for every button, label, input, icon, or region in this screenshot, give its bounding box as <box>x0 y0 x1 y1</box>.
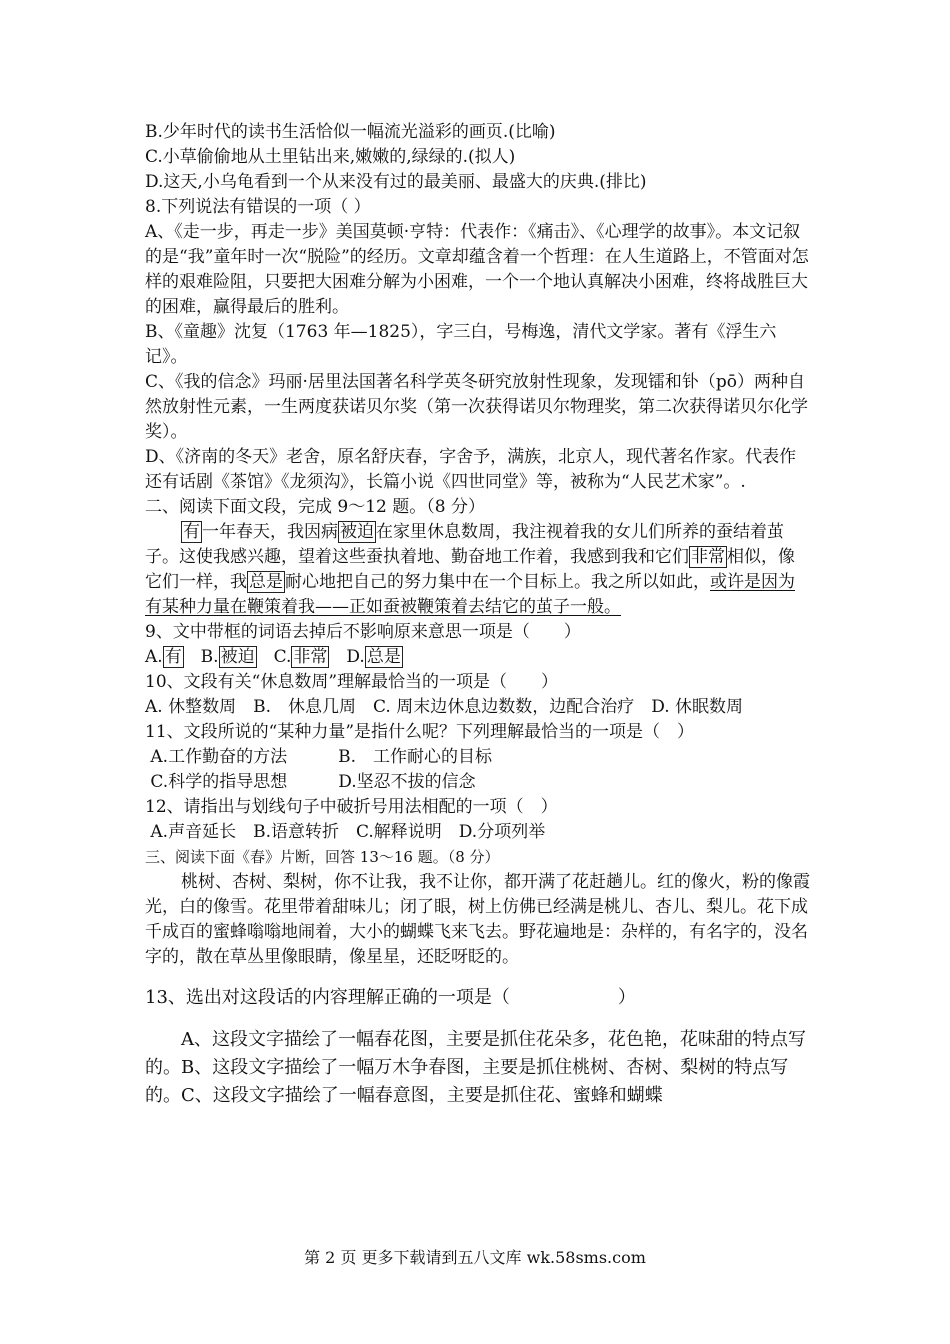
q8-option-c: C、《我的信念》玛丽·居里法国著名科学英冬研究放射性现象，发现镭和钋（pō）两种自然放射性元素，一生两度获诺贝尔奖（第一次获得诺贝尔物理奖，第二次获得诺贝尔化学奖）。 <box>145 372 808 442</box>
boxed-word-beipo: 被迫 <box>340 522 374 542</box>
q13-stem: 13、选出对这段话的内容理解正确的一项是（ ） <box>145 987 636 1008</box>
boxed-word-feichang: 非常 <box>691 547 725 567</box>
q10-options-a-to-d: A. 休整数周 B. 休息几周 C. 周末边休息边数数，边配合治疗 D. <box>145 697 676 717</box>
q7-option-d: D.这天,小乌龟看到一个从来没有过的最美丽、最盛大的庆典.(排比) <box>145 172 647 192</box>
q13-options: A、这段文字描绘了一幅春花图，主要是抓住花朵多，花色艳，花味甜的特点写的。B、这段文字描绘了一幅万木争春图，主要是抓住桃树、杏树、梨树的特点写的。C、这段文字描绘了一幅春意图，主要是抓住花、蜜蜂和蝴蝶 <box>145 1029 806 1106</box>
q10-option-d-text: 休眠数周 <box>675 697 744 717</box>
passage-text-2: 在家里休息数周，我注视着我的女儿们所养的蚕结着茧子。这使我感兴趣，望着这些蚕执着地、勤奋地工作着，我感到我和它们 <box>145 522 784 567</box>
underlined-sentence: 或许是因为有某种力量在鞭策着我——正如蚕被鞭策着去结它的茧子一般。 <box>145 572 795 617</box>
section-3-heading: 三、阅读下面《春》片断，回答 13～16 题。（8 分） <box>145 848 500 866</box>
q9-option-c-label: C. <box>256 647 292 667</box>
passage-text-3: 相似，像它们一样，我 <box>145 547 795 592</box>
q11-options-ab: A.工作勤奋的方法 B. 工作耐心的目标 <box>145 747 492 767</box>
q9-options <box>145 645 810 670</box>
q12-stem: 12、请指出与划线句子中破折号用法相配的一项（ ） <box>145 797 558 817</box>
q9-option-b-label: B. <box>183 647 219 667</box>
q7-option-c: C.小草偷偷地从土里钻出来,嫩嫩的,绿绿的.(拟人) <box>145 147 516 167</box>
passage-text-4: 耐心地把自己的努力集中在一个目标上。我之所以如此， <box>285 572 710 592</box>
q10-options <box>145 695 810 720</box>
q9-option-d-word: 总是 <box>366 647 401 667</box>
page-content <box>145 120 810 1110</box>
section-2-heading: 二、阅读下面文段，完成 9～12 题。（8 分） <box>145 497 485 517</box>
q12-options: A.声音延长 B.语意转折 C.解释说明 D.分项列举 <box>145 822 546 842</box>
q9-option-c-word: 非常 <box>293 647 328 667</box>
q9-option-a-label: A. <box>145 647 163 667</box>
passage-paragraph <box>145 520 810 620</box>
spring-excerpt: 桃树、杏树、梨树，你不让我，我不让你，都开满了花赶趟儿。红的像火，粉的像霞光，白的像雪。花里带着甜味儿；闭了眼，树上仿佛已经满是桃儿、杏儿、梨儿。花下成千成百的蜜蜂嗡嗡地闹着，大小的蝴蝶飞来飞去。野花遍地是：杂样的，有名字的，没名字的，散在草丛里像眼睛，像星星，还眨呀眨的。 <box>145 872 810 967</box>
q8-option-a: A、《走一步，再走一步》美国莫顿·亨特：代表作：《痛击》、《心理学的故事》。本文记叙的是“我”童年时一次“脱险”的经历。文章却蕴含着一个哲理：在人生道路上，不管面对怎样的艰难险阻，只要把大困难分解为小困难，一个一个地认真解决小困难，终将战胜巨大的困难，赢得最后的胜利。 <box>145 222 809 317</box>
q10-stem: 10、文段有关“休息数周”理解最恰当的一项是（ ） <box>145 672 559 692</box>
q11-stem: 11、文段所说的“某种力量”是指什么呢？下列理解最恰当的一项是（ ） <box>145 722 695 742</box>
q9-option-a-word: 有 <box>164 647 182 667</box>
q9-stem: 9、文中带框的词语去掉后不影响原来意思一项是（ ） <box>145 622 581 642</box>
boxed-word-zongshi: 总是 <box>249 572 283 592</box>
q8-option-d: D、《济南的冬天》老舍，原名舒庆春，字舍予，满族，北京人，现代著名作家。代表作还有话剧《茶馆》《龙须沟》，长篇小说《四世同堂》等，被称为“人民艺术家”。. <box>145 447 797 492</box>
page-footer: 第 2 页 更多下载请到五八文库 wk.58sms.com <box>304 1248 646 1267</box>
q8-stem: 8.下列说法有错误的一项（ ） <box>145 197 371 217</box>
q11-options-cd: C.科学的指导思想 D.坚忍不拔的信念 <box>145 772 476 792</box>
q8-option-b: B、《童趣》沈复（1763 年—1825），字三白，号梅逸，清代文学家。著有《浮生六记》。 <box>145 322 777 367</box>
q9-option-d-label: D. <box>329 647 365 667</box>
boxed-word-you: 有 <box>183 522 200 542</box>
passage-text-1: 一年春天，我因病 <box>202 522 338 542</box>
q9-option-b-word: 被迫 <box>220 647 255 667</box>
q7-option-b: B.少年时代的读书生活恰似一幅流光溢彩的画页.(比喻) <box>145 122 556 142</box>
